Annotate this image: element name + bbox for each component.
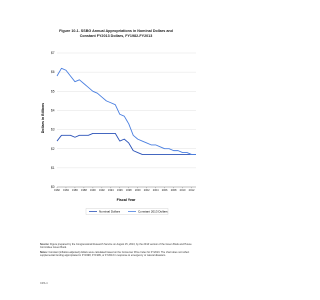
x-axis-ticks	[54, 187, 195, 192]
figure-title-line1: Figure 10-1. SSBG Annual Appropriations in Nominal Dollars and	[59, 29, 173, 33]
x-tick-label: 2008	[170, 189, 177, 193]
x-tick-label: 1992	[98, 189, 105, 193]
x-axis-label: Fiscal Year	[116, 198, 136, 202]
x-tick-label: 2012	[188, 189, 195, 193]
source-text: Figure prepared by the Congressional Research Service on August 15, 2013, by the 2014 version of the Green Book and House Committee Green Book.	[40, 243, 192, 250]
x-tick-label: 1996	[116, 189, 123, 193]
x-tick-label: 2004	[152, 189, 159, 193]
y-tick-label: $3	[50, 127, 55, 132]
x-tick-label: 1988	[81, 189, 87, 193]
x-tick-label: 1984	[63, 189, 69, 193]
x-tick-label: 2006	[161, 189, 168, 193]
x-tick-label: 2010	[179, 189, 186, 193]
x-tick-label: 2000	[134, 189, 141, 193]
notes-label: Notes:	[40, 251, 48, 255]
figure-title-line2: Constant FY2013 Dollars, FY1982-FY2013	[79, 34, 153, 38]
y-tick-label: $5	[50, 89, 55, 94]
x-tick-label: 1990	[89, 189, 96, 193]
x-tick-label: 1982	[54, 189, 60, 193]
x-tick-label: 2002	[143, 189, 150, 193]
y-axis-label: Dollars in Billions	[41, 102, 45, 134]
notes-paragraph	[40, 251, 198, 258]
chart-series-lines	[57, 68, 196, 154]
y-tick-label: $1	[50, 165, 55, 170]
nominal-dollars-line	[57, 133, 196, 154]
y-tick-label: $7	[50, 51, 55, 56]
y-tick-label: $4	[50, 108, 55, 113]
chart-legend	[86, 209, 168, 215]
figure-notes	[40, 243, 198, 259]
y-tick-label: $2	[50, 146, 55, 151]
page-number: CRS-4	[40, 282, 48, 285]
x-tick-label: 1994	[107, 189, 114, 193]
source-note	[40, 243, 198, 250]
legend-label-nominal: Nominal Dollars	[99, 209, 121, 214]
notes-text: Constant (inflation-adjusted) dollars were calculated based on the Consumer Price Index for FY2013. The chart does not reflect supplemental funding appropriated in FY1998, FY1999, or FY2013 in response to emergency or natural disasters.	[40, 251, 190, 258]
x-tick-label: 1986	[72, 189, 78, 193]
y-tick-label: $6	[50, 70, 55, 75]
y-axis-ticks	[51, 51, 55, 189]
source-label: Source:	[40, 243, 50, 246]
legend-label-constant: Constant 2013 Dollars	[138, 209, 168, 214]
y-tick-label: $0	[50, 185, 55, 190]
x-tick-label: 1998	[125, 189, 132, 193]
